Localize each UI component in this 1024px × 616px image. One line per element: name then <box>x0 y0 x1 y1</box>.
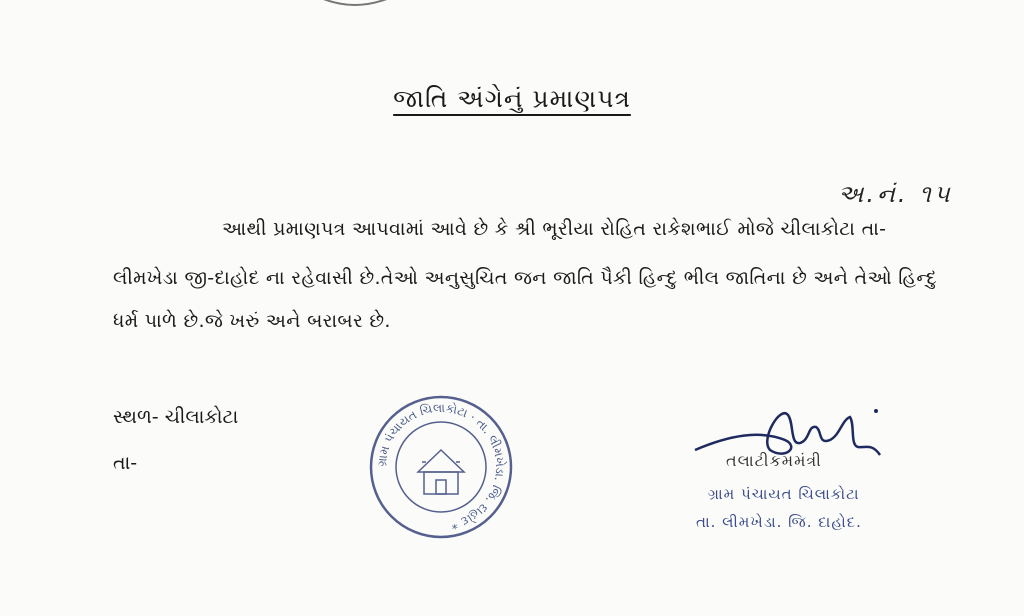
body-line-3: ધર્મ પાળે છે.જે ખરું અને બરાબર છે. <box>113 310 391 332</box>
seal-emblem <box>418 450 464 494</box>
signatory-location: તા. લીમખેડા. જિ. દાહોદ. <box>696 513 862 531</box>
seal-text: ગ્રામ પંચાયત ચિલાકોટા · તા. લીમખેડા. જિ. દાહોદ * <box>374 400 508 533</box>
body-line-2: લીમખેડા જી-દાહોદ ના રહેવાસી છે.તેઓ અનુસુચિત જન જાતિ પૈકી હિન્દુ ભીલ જાતિના છે અને તેઓ હિન્દુ <box>113 267 938 289</box>
letterhead-arc <box>300 0 410 10</box>
signatory-title: તલાટીકમમંત્રી <box>726 451 822 470</box>
body-line-1: આથી પ્રમાણપત્ર આપવામાં આવે છે કે શ્રી ભૂરીયા રોહિત રાકેશભાઈ મોજે ચીલાકોટા તા- <box>222 218 887 240</box>
place-label: સ્થળ- ચીલાકોટા <box>113 406 239 428</box>
panchayat-seal <box>366 392 516 542</box>
reference-number: અ.નં. ૧૫ <box>838 180 953 208</box>
signatory-office: ગ્રામ પંચાયત ચિલાકોટા <box>708 485 860 503</box>
taluka-label: તા- <box>113 452 138 474</box>
certificate-title: જાતિ અંગેનું પ્રમાણપત્ર <box>393 84 631 113</box>
